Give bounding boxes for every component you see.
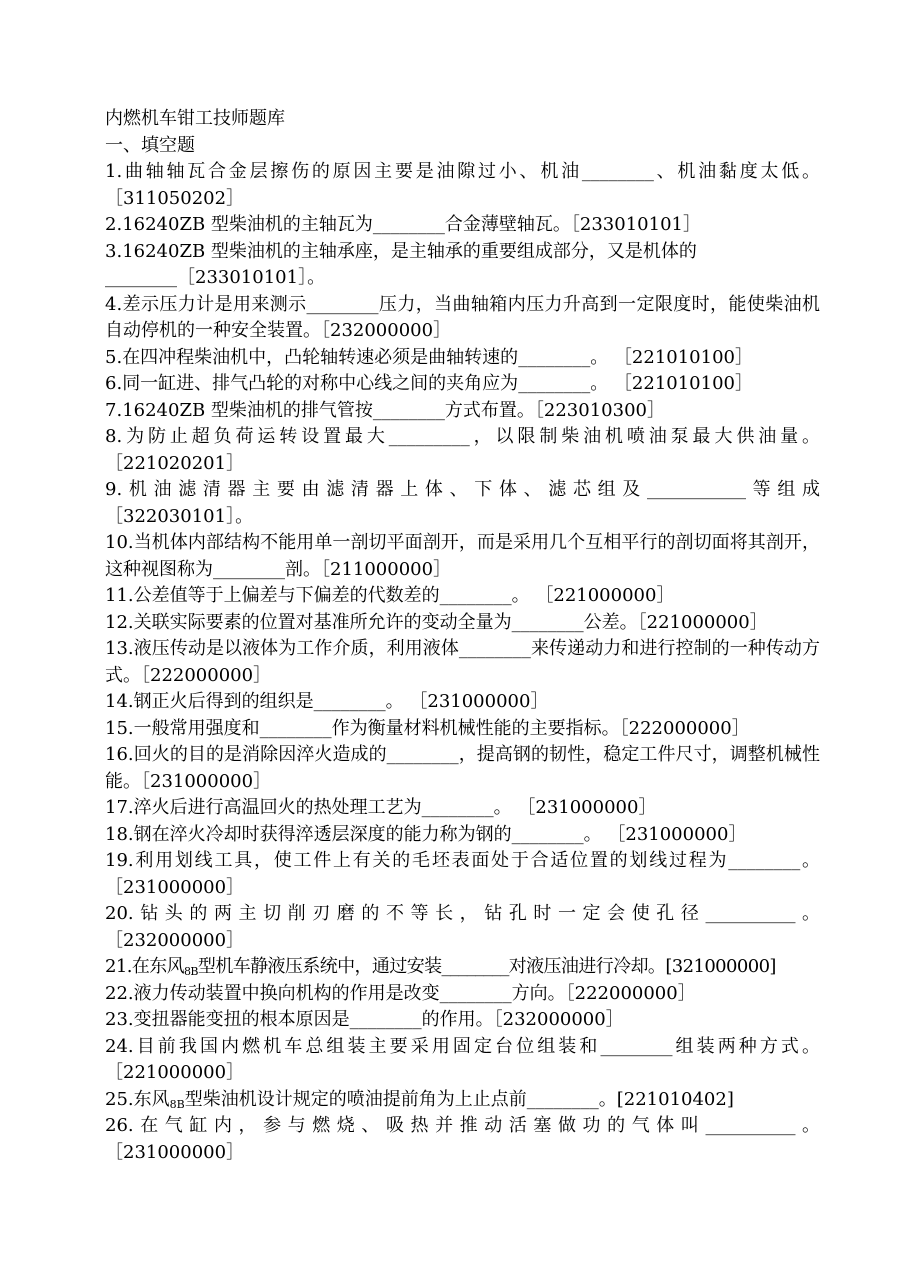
question-18: 18.钢在淬火冷却时获得淬透层深度的能力称为钢的________。 ［231000000］ <box>105 823 747 845</box>
question-16: 16.回火的目的是消除因淬火造成的________，提高钢的韧性，稳定工件尺寸，调整机械性能。［231000000］ <box>105 744 821 792</box>
question-2: 2.16240ZB 型柴油机的主轴瓦为________合金薄壁轴瓦。［233010101］ <box>105 214 701 235</box>
question-1-code: ［311050202］ <box>105 187 245 209</box>
question-26-code: ［231000000］ <box>105 1141 245 1163</box>
question-24: 24.目前我国内燃机车总组装主要采用固定台位组装和________组装两种方式。 <box>105 1035 821 1057</box>
question-22: 22.液力传动装置中换向机构的作用是改变________方向。［222000000］ <box>105 982 696 1004</box>
question-17: 17.淬火后进行高温回火的热处理工艺为________。 ［231000000］ <box>105 797 657 818</box>
document-page <box>105 106 820 1166</box>
question-26: 26.在气缸内，参与燃烧、吸热并推动活塞做功的气体叫__________。 <box>105 1115 821 1136</box>
question-25: 25.东风$_{8B}$型柴油机设计规定的喷油提前角为上止点前________。[221010402] <box>105 1088 734 1111</box>
question-3-cont: ________［233010101］。 <box>105 267 326 288</box>
question-8-code: ［221020201］ <box>105 452 245 474</box>
document-title: 内燃机车钳工技师题库 <box>105 108 285 129</box>
question-4: 4.差示压力计是用来测示________压力，当曲轴箱内压力升高到一定限度时，能使柴油机自动停机的一种安全装置。［232000000］ <box>105 293 821 341</box>
question-19-code: ［231000000］ <box>105 876 245 898</box>
question-10: 10.当机体内部结构不能用单一剖切平面剖开，而是采用几个互相平行的剖切面将其剖开，这种视图称为________剖。［211000000］ <box>105 532 820 580</box>
question-19: 19.利用划线工具，使工件上有关的毛坯表面处于合适位置的划线过程为________。 <box>105 850 821 871</box>
question-5: 5.在四冲程柴油机中，凸轮轴转速必须是曲轴转速的________。 ［221010100］ <box>105 346 753 368</box>
question-24-code: ［221000000］ <box>105 1062 245 1083</box>
question-9-code: ［322030101］。 <box>105 505 254 527</box>
question-1: 1.曲轴轴瓦合金层擦伤的原因主要是油隙过小、机油________、机油黏度太低。 <box>105 161 821 182</box>
question-8: 8.为防止超负荷运转设置最大_________，以限制柴油机喷油泵最大供油量。 <box>105 426 821 447</box>
section-heading: 一、填空题 <box>105 134 195 156</box>
question-14: 14.钢正火后得到的组织是________。 ［231000000］ <box>105 691 549 712</box>
question-12: 12.关联实际要素的位置对基准所允许的变动全量为________公差。［221000000］ <box>105 611 768 633</box>
question-15: 15.一般常用强度和________作为衡量材料机械性能的主要指标。［222000000］ <box>105 717 750 739</box>
question-23: 23.变扭器能变扭的根本原因是________的作用。［232000000］ <box>105 1009 624 1030</box>
question-3: 3.16240ZB 型柴油机的主轴承座，是主轴承的重要组成部分，又是机体的 <box>105 240 697 262</box>
question-13: 13.液压传动是以液体为工作介质，利用液体________来传递动力和进行控制的一种传动方式。［222000000］ <box>105 638 820 686</box>
question-21: 21.在东风$_{8B}$型机车静液压系统中，通过安装________对液压油进行冷却。[321000000] <box>105 956 776 978</box>
question-11: 11.公差值等于上偏差与下偏差的代数差的________。 ［221000000］ <box>105 585 675 606</box>
question-7: 7.16240ZB 型柴油机的排气管按________方式布置。［223010300］ <box>105 399 665 421</box>
question-6: 6.同一缸进、排气凸轮的对称中心线之间的夹角应为________。 ［221010100］ <box>105 373 753 394</box>
question-9: 9.机油滤清器主要由滤清器上体、下体、滤芯组及___________等组成 <box>105 479 821 500</box>
question-20: 20.钻头的两主切削刃磨的不等长，钻孔时一定会使孔径__________。 <box>105 903 821 924</box>
question-20-code: ［232000000］ <box>105 929 245 951</box>
